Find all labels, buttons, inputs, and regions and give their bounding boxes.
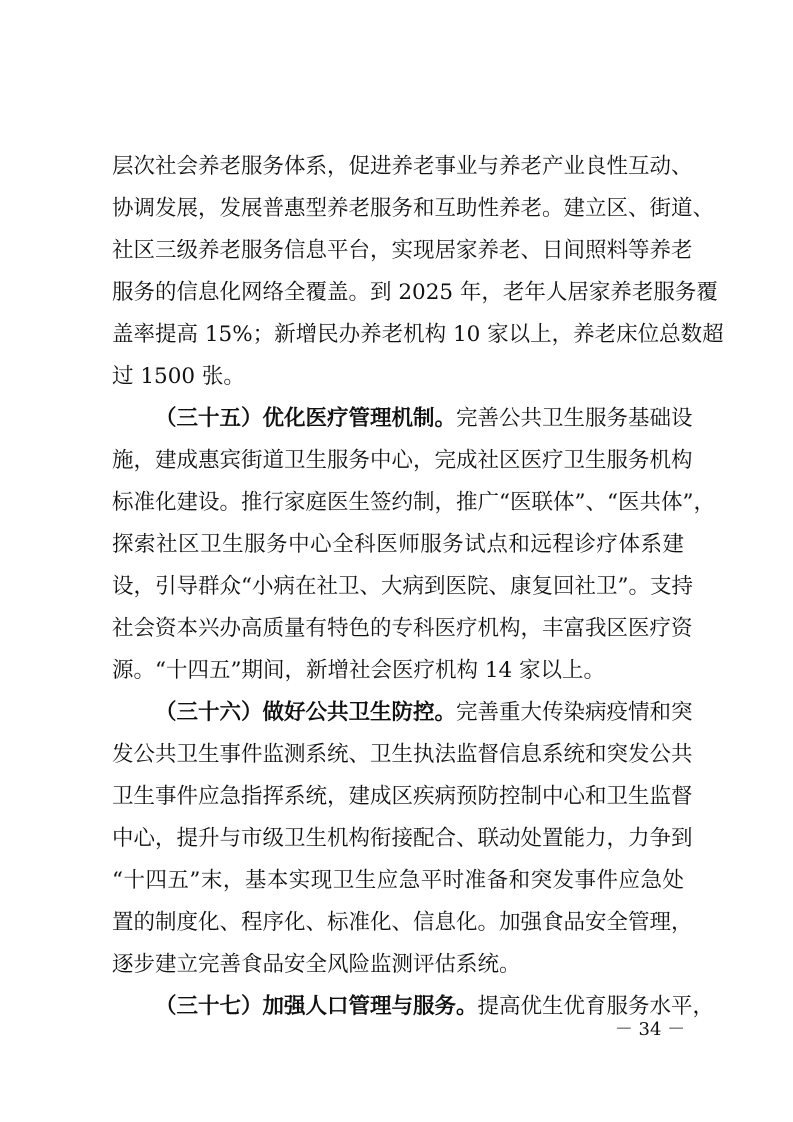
body-line: “十四五”末，基本实现卫生应急平时准备和突发事件应急处 — [112, 868, 684, 893]
body-line: 逐步建立完善食品安全风险监测评估系统。 — [112, 952, 521, 977]
body-line: 设，引导群众“小病在社卫、大病到医院、康复回社卫”。支持 — [112, 574, 693, 599]
page-number: － 34 － — [614, 1019, 686, 1040]
body-line: 中心，提升与市级卫生机构衔接配合、联动处置能力，力争到 — [112, 826, 693, 851]
section-heading: （三十六）做好公共卫生防控。 — [155, 700, 457, 725]
body-line: 盖率提高 15%；新增民办养老机构 10 家以上，养老床位总数超 — [112, 322, 724, 347]
section-heading: （三十五）优化医疗管理机制。 — [155, 406, 457, 431]
body-line: 源。“十四五”期间，新增社会医疗机构 14 家以上。 — [112, 658, 606, 683]
body-line: 协调发展，发展普惠型养老服务和互助性养老。建立区、街道、 — [112, 196, 715, 221]
section-first-line-text: 完善公共卫生服务基础设 — [456, 406, 693, 431]
section-first-line — [155, 399, 693, 439]
section-heading: （三十七）加强人口管理与服务。 — [155, 994, 478, 1019]
body-line: 社会资本兴办高质量有特色的专科医疗机构，丰富我区医疗资 — [112, 616, 693, 641]
body-line: 置的制度化、程序化、标准化、信息化。加强食品安全管理， — [112, 910, 693, 935]
section-first-line — [155, 987, 715, 1027]
section-first-line-text: 提高优生优育服务水平， — [477, 994, 715, 1019]
body-line: 卫生事件应急指挥系统，建成区疾病预防控制中心和卫生监督 — [112, 784, 693, 809]
body-line: 社区三级养老服务信息平台，实现居家养老、日间照料等养老 — [112, 238, 693, 263]
body-line: 发公共卫生事件监测系统、卫生执法监督信息系统和突发公共 — [112, 742, 693, 767]
section-first-line — [155, 693, 693, 733]
body-line: 服务的信息化网络全覆盖。到 2025 年，老年人居家养老服务覆 — [112, 280, 718, 305]
body-line: 层次社会养老服务体系，促进养老事业与养老产业良性互动、 — [112, 154, 693, 179]
section-first-line-text: 完善重大传染病疫情和突 — [456, 700, 693, 725]
body-line: 标准化建设。推行家庭医生签约制，推广“医联体”、“医共体”， — [112, 490, 715, 515]
body-line: 探索社区卫生服务中心全科医师服务试点和远程诊疗体系建 — [112, 532, 684, 557]
body-line: 施，建成惠宾街道卫生服务中心，完成社区医疗卫生服务机构 — [112, 448, 693, 473]
body-line: 过 1500 张。 — [112, 364, 245, 389]
